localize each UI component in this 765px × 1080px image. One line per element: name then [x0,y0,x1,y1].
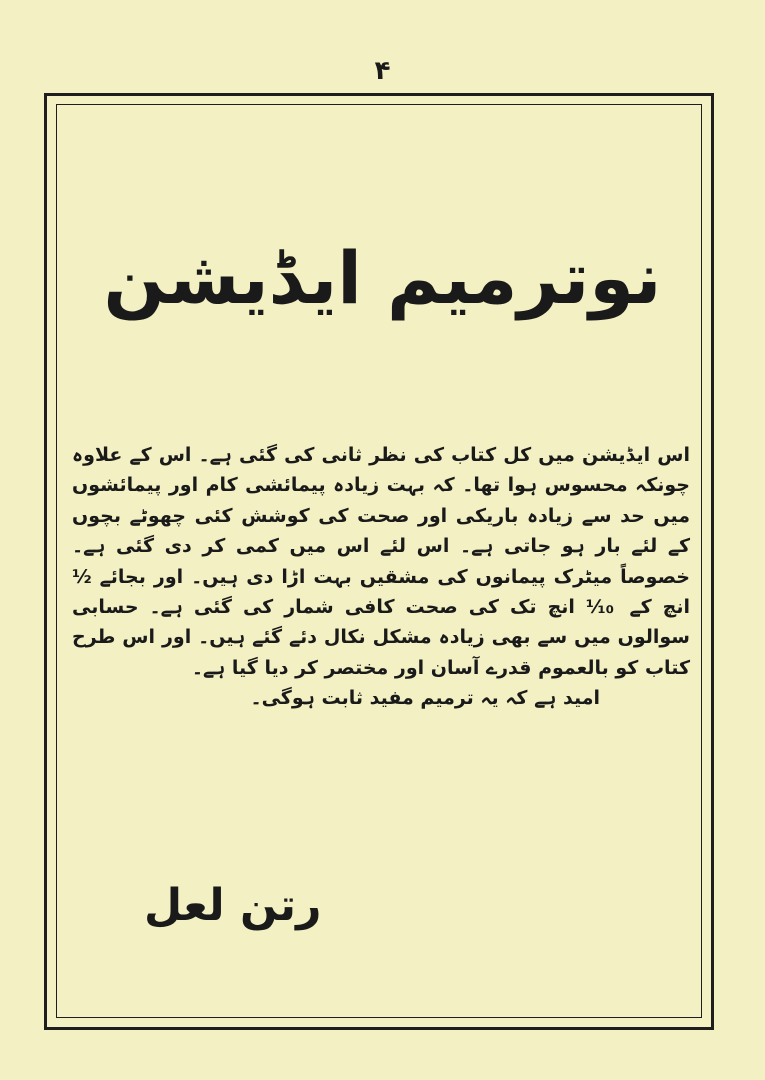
preface-text [72,440,690,714]
page-number: ۴ [374,56,391,86]
closing-line: امید ہے کہ یہ ترمیم مفید ثابت ہوگی۔ [250,687,600,710]
page-title: نوترمیم ایڈیشن [103,236,662,320]
author-signature: رتن لعل [144,880,322,931]
preface-paragraph: اس ایڈیشن میں کل کتاب کی نظر ثانی کی گئی ہے۔ اس کے علاوہ چونکہ محسوس ہوا تھا۔ کہ بہت زیادہ پیمائشی کام اور پیمائشوں میں حد سے زیادہ باریکی اور صحت کی کوشش کئی چھوٹے بچوں کے لئے بار ہو جاتی ہے۔ اس لئے اس میں کمی کر دی گئی ہے۔ خصوصاً میٹرک پیمانوں کی مشقیں بہت اڑا دی ہیں۔ اور بجائے ½ انچ کے ⅒ انچ تک کی صحت کافی شمار کی گئی ہے۔ حسابی سوالوں میں سے بھی زیادہ مشکل نکال دئے گئے ہیں۔ اور اس طرح کتاب کو بالعموم قدرے آسان اور مختصر کر دیا گیا ہے۔ [72,444,690,679]
